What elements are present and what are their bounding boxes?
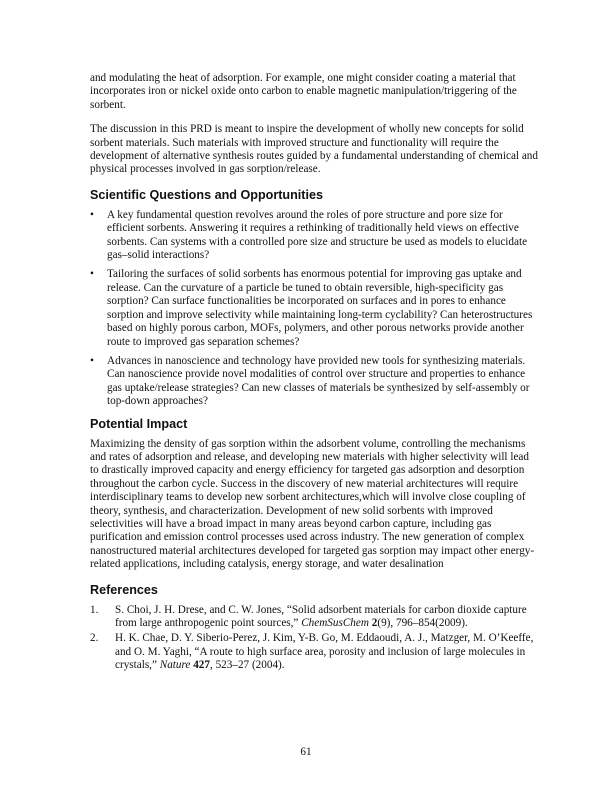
references-list	[90, 604, 540, 673]
questions-bullet-2	[90, 268, 540, 348]
bullet-text: Tailoring the surfaces of solid sorbents has enormous potential for improving gas uptake and release. Can the curvature of a particle be tuned to obtain reversible, high-specificity gas sorption? Can surface functionalities be incorporated on surfaces and in pores to enhance sorption and improve selectivity while maintaining long-term cyclability? Can heterostructures based on highly porous carbon, MOFs, polymers, and other porous networks provide another route to improved gas separation schemes?	[107, 268, 533, 348]
reference-text: H. K. Chae, D. Y. Siberio-Perez, J. Kim, Y-B. Go, M. Eddaoudi, A. J., Matzger, M. O’Keeffe, and O. M. Yaghi, “A route to high surface area, porosity and inclusion of large molecules in crystals,”	[115, 632, 534, 672]
reference-volume: 2	[371, 617, 378, 629]
reference-journal: Nature	[159, 659, 191, 672]
page-number: 61	[300, 746, 312, 758]
intro-paragraph-1: and modulating the heat of adsorption. For example, one might consider coating a material that incorporates iron or nickel oxide onto carbon to enable magnetic manipulation/triggering of the sorbent.	[90, 72, 517, 111]
questions-list	[90, 209, 540, 409]
reference-journal: ChemSusChem	[301, 617, 369, 629]
reference-volume: 427	[193, 659, 210, 672]
impact-heading: Potential Impact	[90, 416, 188, 431]
questions-bullet-3	[90, 355, 540, 409]
reference-number: 2.	[90, 632, 99, 645]
impact-paragraph: Maximizing the density of gas sorption within the adsorbent volume, controlling the mechanisms and rates of adsorption and release, and developing new materials with higher selectivity will lead to drastically improved capacity and energy efficiency for targeted gas adsorption and desorption throughout the carbon cycle. Success in the discovery of new material architectures will require interdisciplinary teams to develop new sorbent architectures,which will involve close coupling of theory, synthesis, and characterization. Development of new solid sorbents with improved selectivities will have a broad impact in many areas beyond carbon capture, including gas purification and emission control processes used across industry. The new generation of complex nanostructured material architectures developed for targeted gas sorption may impact other energy-related applications, including catalysis, energy storage, and water desalination	[90, 437, 535, 571]
questions-heading: Scientific Questions and Opportunities	[90, 187, 324, 202]
reference-citation: , 523–27 (2004).	[209, 659, 285, 672]
reference-text: S. Choi, J. H. Drese, and C. W. Jones, “Solid adsorbent materials for carbon dioxide capture from large anthropogenic point sources,”	[115, 603, 527, 629]
bullet-icon: •	[90, 354, 94, 367]
bullet-text: A key fundamental question revolves around the roles of pore structure and pore size for efficient sorbents. Answering it requires a rethinking of traditionally held views on effective sorbents. Can systems with a controlled pore size and structure be used as models to elucidate gas–solid interactions?	[107, 208, 528, 262]
intro-paragraph-2: The discussion in this PRD is meant to inspire the development of wholly new concepts for solid sorbent materials. Such materials with improved structure and functionality will require the development of alternative synthesis routes guided by a fundamental understanding of chemical and physical processes involved in gas sorption/release.	[90, 123, 538, 176]
bullet-icon: •	[90, 268, 94, 281]
reference-item-2	[90, 632, 540, 672]
reference-item-1	[90, 604, 540, 631]
bullet-text: Advances in nanoscience and technology have provided new tools for synthesizing materials. Can nanoscience provide novel modalities of control over structure and properties to enhance gas uptake/release strategies? Can new classes of materials be synthesized by self-assembly or top-down approaches?	[107, 354, 530, 408]
bullet-icon: •	[90, 208, 94, 221]
references-heading: References	[90, 582, 158, 597]
questions-bullet-1	[90, 209, 540, 263]
reference-citation: (9), 796–854(2009).	[377, 617, 468, 629]
reference-number: 1.	[90, 603, 99, 616]
page-content	[90, 72, 540, 675]
